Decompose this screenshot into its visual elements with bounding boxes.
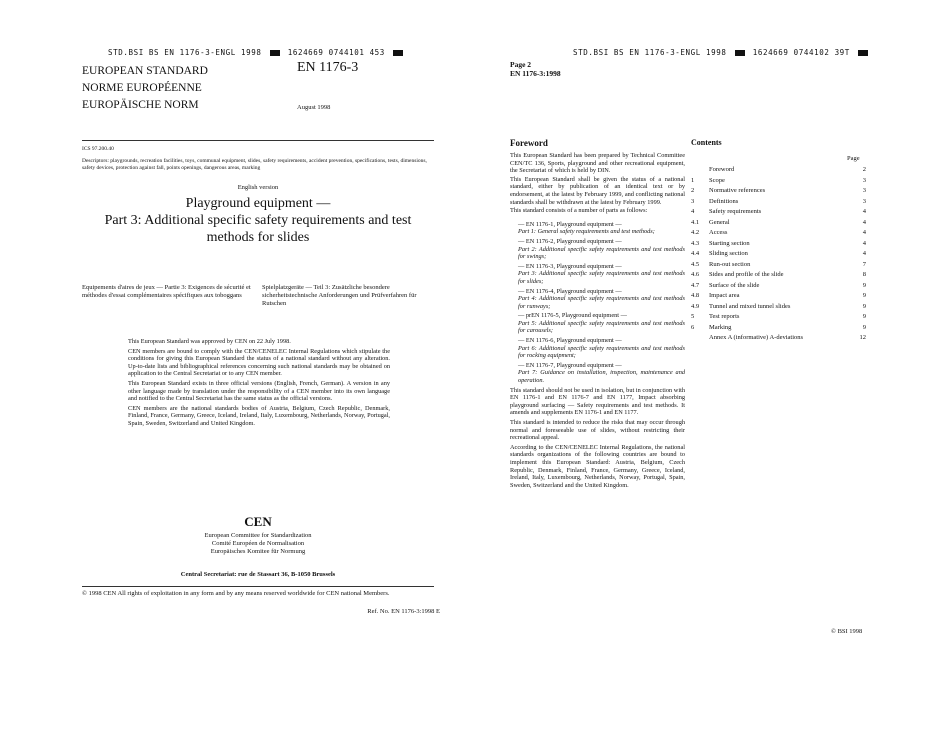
approval-para: This European Standard was approved by CEN on 22 July 1998. [128,338,291,345]
part-description: Part 6: Additional specific safety requirements and test methods for rocking equipment; [518,344,685,360]
foreword-para: This standard consists of a number of parts as follows: [510,207,648,215]
reference-number: Ref. No. EN 1176-3:1998 E [367,608,440,615]
foreword-column [510,152,685,489]
part-number: — EN 1176-2, Playground equipment — [518,237,622,245]
stamp-code: 1624669 0744101 453 [287,48,385,57]
toc-page: 3 [862,187,866,194]
toc-entry [691,292,866,301]
ics-code: ICS 97.200.40 [82,146,114,152]
toc-title: Definitions [709,197,739,205]
page-header [510,60,561,78]
toc-title: Normative references [709,187,766,194]
part-description: Part 3: Additional specific safety requirements and test methods for slides; [518,270,685,285]
title-line-2: Part 3: Additional specific safety requirements and test methods for slides [104,213,412,245]
part-description: Part 2: Additional specific safety requirements and test methods for swings; [518,245,685,261]
stamp-header [108,48,406,57]
toc-page: 7 [862,260,866,268]
toc-title: Access [709,229,728,236]
divider [82,586,434,587]
toc-title: Annex A (informative) A-deviations [709,334,804,341]
toc-page: 2 [862,166,866,173]
toc-page: 3 [862,176,866,184]
toc-entry [691,313,866,322]
part-item [518,238,685,261]
part-description: Part 5: Additional specific safety requirements and test methods for carousels; [518,319,685,335]
stamp-header [573,48,871,57]
toc-page: 8 [862,271,866,278]
toc-page: 3 [862,197,866,205]
toc-title: Marking [709,323,732,331]
toc-title: Foreword [709,166,735,173]
toc-entry [691,187,866,196]
part-item [518,337,685,360]
part-description: Part 1: General safety requirements and test methods; [518,228,655,236]
page-label: Page 2 [510,60,532,69]
toc-title: Impact area [709,292,740,299]
doc-reference: EN 1176-3:1998 [510,69,561,78]
foreword-para: This standard is intended to reduce the risks that may occur through normal and foreseeable use of slides, without restricting their recreational appeal. [510,419,685,442]
toc-num: 4.8 [691,292,700,299]
toc-entry [691,324,866,333]
part-number: — EN 1176-1, Playground equipment — [518,220,622,228]
approval-text [128,338,390,428]
part-description: Part 7: Guidance on installation, inspection, maintenance and operation. [518,369,685,385]
toc-num: 4.5 [691,260,700,268]
approval-para: CEN members are bound to comply with the CEN/CENELEC Internal Regulations which stipulate the conditions for giving this European Standard the status of a national standard without any alteration. Up-to-date lists and bibliographical references concerning such national standards may be obtained on application to the Central Secretariat or to any CEN member. [128,347,390,378]
toc-title: Scope [709,176,725,184]
toc-entry [691,261,866,270]
toc-page: 4 [862,218,866,226]
copyright: © 1998 CEN All rights of exploitation in any form and by any means reserved worldwide for CEN national Members. [82,590,390,597]
central-secretariat: Central Secretariat: rue de Stassart 36, B-1050 Brussels [180,571,336,578]
toc-entry [691,177,866,186]
part-number: — EN 1176-6, Playground equipment — [518,337,622,345]
toc-page: 4 [862,239,866,247]
stamp-bar [735,50,745,56]
cen-names [82,532,434,556]
page-column-label: Page [847,155,860,162]
foreword-para: This European Standard has been prepared by Technical Committee CEN/TC 136, Sports, playground and other recreational equipment, the Secretariat of which is held by DIN. [510,152,685,175]
toc-title: Starting section [709,239,750,247]
toc-entry [691,334,866,343]
footer-copyright: © BSI 1998 [831,628,863,635]
title-line-1: Playground equipment — [185,196,331,211]
part-item [518,288,685,311]
german-title: Spielplatzgeräte — Teil 3: Zusätzliche besondere sicherheitstechnische Anforderungen und Prüfverfahren für Rutschen [262,284,417,307]
standard-title-en: EUROPEAN STANDARD [82,65,208,77]
stamp-text: STD.BSI BS EN 1176-3-ENGL 1998 [108,48,262,57]
descriptors-text: playgrounds, recreation facilities, toys, communal equipment, slides, safety requirements, accident prevention, specifications, tests, dimensions, safety devices, protection against fall, points openings, dangerous areas, marking [82,158,427,171]
toc-page: 12 [859,334,866,341]
toc-page: 4 [862,208,866,215]
toc-entry [691,303,866,312]
toc-title: Safety requirements [709,208,762,215]
toc-title: General [709,218,730,226]
part-number: — EN 1176-3, Playground equipment — [518,262,622,270]
stamp-bar [858,50,868,56]
toc-entry [691,240,866,249]
standard-titles [82,63,208,114]
part-number: — EN 1176-4, Playground equipment — [518,287,622,295]
toc-num: 3 [691,197,695,205]
toc-entry [691,198,866,207]
toc-num: 2 [691,187,695,194]
descriptors [82,158,437,172]
toc-title: Test reports [709,313,740,320]
stamp-bar [270,50,280,56]
foreword-heading: Foreword [510,138,548,148]
toc-page: 9 [862,323,866,331]
stamp-code: 1624669 0744102 39T [752,48,850,57]
approval-para: CEN members are the national standards bodies of Austria, Belgium, Czech Republic, Denmark, Finland, France, Germany, Greece, Iceland, Ireland, Italy, Luxembourg, Netherlands, Norway, Portugal, Spain, Sweden, Switzerland and United Kingdom. [128,404,390,427]
foreword-para: This European Standard shall be given the status of a national standard, either by publication of an identical text or by endorsement, at the latest by February 1999, and conflicting national standards shall be withdrawn at the latest by February 1999. [510,175,685,206]
part-number: — EN 1176-7, Playground equipment — [518,361,622,369]
toc-num: 1 [691,176,695,184]
toc-num: 4 [691,208,695,215]
parts-list [510,221,685,385]
stamp-text: STD.BSI BS EN 1176-3-ENGL 1998 [573,48,727,57]
toc-title: Sides and profile of the slide [709,271,784,278]
english-version: English version [237,184,279,191]
toc-title: Tunnel and mixed tunnel slides [709,302,791,310]
right-page [475,0,950,735]
toc-entry [691,166,866,175]
toc-page: 4 [862,250,866,257]
part-item [518,263,685,286]
toc-num: 4.2 [691,229,700,236]
toc-entry [691,250,866,259]
contents-heading: Contents [691,138,722,147]
standard-title-fr: NORME EUROPÉENNE [82,82,202,94]
toc-entry [691,208,866,217]
table-of-contents [691,166,866,356]
approval-para: This European Standard exists in three official versions (English, French, German). A version in any other language made by translation under the responsibility of a CEN member into its own language and notified to the Central Secretariat has the same status as the official versions. [128,379,390,403]
toc-page: 9 [862,302,866,310]
toc-num: 6 [691,323,695,331]
part-number: — prEN 1176-5, Playground equipment — [518,312,627,320]
toc-num: 5 [691,313,695,320]
toc-num: 4.4 [691,250,700,257]
toc-num: 4.9 [691,302,700,310]
toc-entry [691,219,866,228]
toc-page: 9 [862,281,866,289]
toc-title: Run-out section [709,260,751,268]
toc-page: 4 [862,229,866,236]
divider [82,140,434,141]
standard-number: EN 1176-3 [297,60,359,75]
french-title: Equipements d'aires de jeux — Partie 3: Exigences de sécurité et méthodes d'essai complémentaires spécifiques aux toboggans [82,284,251,299]
toc-page: 9 [862,313,866,320]
descriptors-label: Descriptors: [82,158,109,164]
cen-logo-text: CEN [244,514,272,529]
standard-title-de: EUROPÄISCHE NORM [82,99,199,111]
part-item [518,221,685,236]
title-block [82,184,434,246]
cen-name-de: Europäisches Komitee für Normung [210,548,306,555]
toc-title: Surface of the slide [709,281,760,289]
part-description: Part 4: Additional specific safety requirements and test methods for runways; [518,295,685,310]
foreword-para: According to the CEN/CENELEC Internal Regulations, the national standards organizations of the following countries are bound to implement this European Standard: Austria, Belgium, Czech Republic, Denmark, Finland, France, Germany, Greece, Iceland, Ireland, Italy, Luxembourg, Netherlands, Norway, Portugal, Spain, Sweden, Switzerland and the United Kingdom. [510,443,685,489]
toc-entry [691,271,866,280]
part-item [518,362,685,385]
foreword-para: This standard should not be used in isolation, but in conjunction with EN 1176-1 and EN 1176-7 and EN 1177, Impact absorbing playground surfacing — Safety requirements and test methods. It amends and supplements EN 1176-1 and EN 1177. [510,386,685,417]
cen-name-fr: Comité Européen de Normalisation [211,540,305,547]
toc-num: 4.1 [691,218,700,226]
toc-num: 4.7 [691,281,700,289]
toc-entry [691,282,866,291]
toc-num: 4.3 [691,239,700,247]
toc-page: 9 [862,292,866,299]
toc-title: Sliding section [709,250,748,257]
toc-num: 4.6 [691,271,700,278]
toc-entry [691,229,866,238]
cen-name-en: European Committee for Standardization [204,532,312,539]
stamp-bar [393,50,403,56]
publication-date: August 1998 [297,104,331,111]
part-item [518,312,685,335]
